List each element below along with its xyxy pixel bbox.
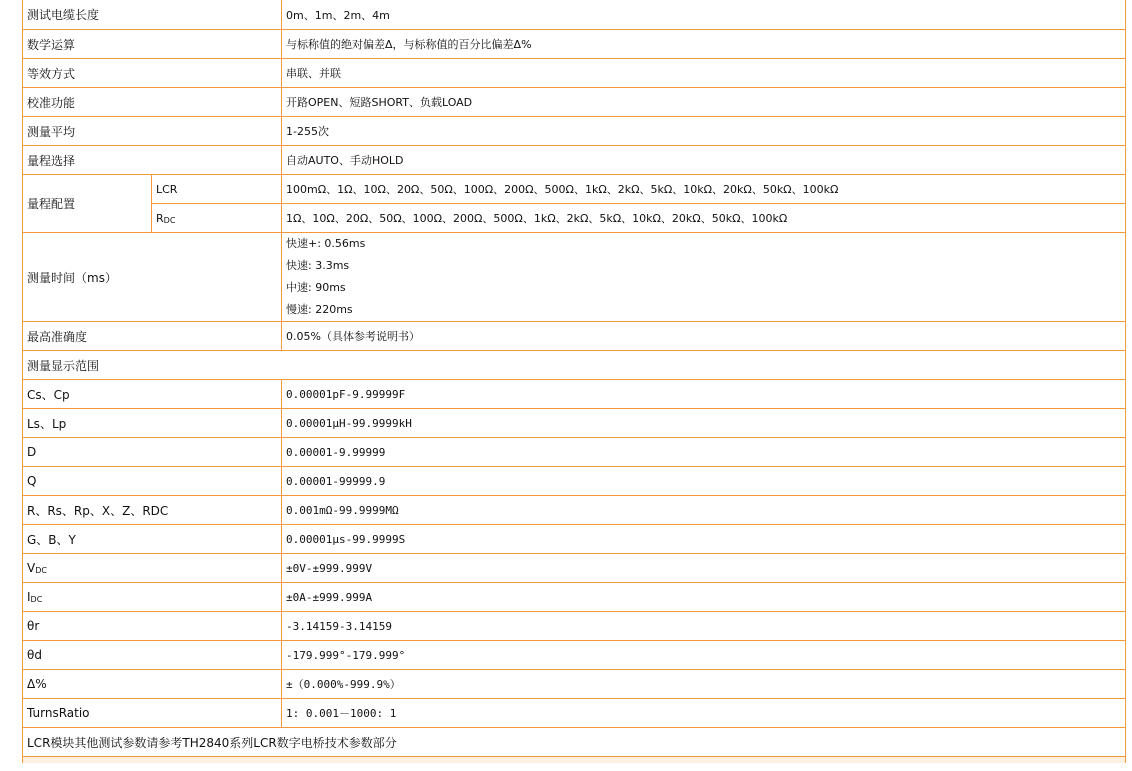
row-label: TurnsRatio bbox=[23, 699, 282, 728]
table-row-vdc bbox=[23, 554, 1126, 583]
row-label: 测量平均 bbox=[23, 117, 282, 146]
meas-time-line: 快速: 3.3ms bbox=[286, 259, 350, 272]
row-value: 开路OPEN、短路SHORT、负载LOAD bbox=[282, 88, 1126, 117]
row-label: θr bbox=[23, 612, 282, 641]
row-label: 等效方式 bbox=[23, 59, 282, 88]
table-row-theta-d bbox=[23, 641, 1126, 670]
table-row-footer-note bbox=[23, 728, 1126, 757]
row-label: Q bbox=[23, 467, 282, 496]
row-label: 最高准确度 bbox=[23, 322, 282, 351]
row-label bbox=[23, 583, 282, 612]
row-value: 串联、并联 bbox=[282, 59, 1126, 88]
row-value: 0.00001μH-99.9999kH bbox=[282, 409, 1126, 438]
row-value: 1Ω、10Ω、20Ω、50Ω、100Ω、200Ω、500Ω、1kΩ、2kΩ、5kΩ、10kΩ、20kΩ、50kΩ、100kΩ bbox=[282, 204, 1126, 233]
tail-band bbox=[23, 757, 1126, 764]
table-row-range-config-lcr bbox=[23, 175, 1126, 204]
table-row-turns-ratio bbox=[23, 699, 1126, 728]
table-row-d bbox=[23, 438, 1126, 467]
row-value: -3.14159-3.14159 bbox=[282, 612, 1126, 641]
table-row-math bbox=[23, 30, 1126, 59]
row-label: 量程选择 bbox=[23, 146, 282, 175]
section-heading: 测量显示范围 bbox=[23, 351, 1126, 380]
table-row-accuracy bbox=[23, 322, 1126, 351]
label-subscript: DC bbox=[30, 595, 43, 604]
table-row-cable-length bbox=[23, 0, 1126, 30]
row-value: -179.999°-179.999° bbox=[282, 641, 1126, 670]
row-value-multiline bbox=[282, 233, 1126, 322]
row-value: 1-255次 bbox=[282, 117, 1126, 146]
label-subscript: DC bbox=[35, 566, 47, 575]
table-row-ls-lp bbox=[23, 409, 1126, 438]
sub-label-subscript: DC bbox=[163, 215, 176, 225]
table-row-delta-pct bbox=[23, 670, 1126, 699]
row-value: 1: 0.001－1000: 1 bbox=[282, 699, 1126, 728]
row-label: G、B、Y bbox=[23, 525, 282, 554]
row-value: 0m、1m、2m、4m bbox=[282, 0, 1126, 30]
spec-table bbox=[22, 0, 1126, 763]
table-row-calibration bbox=[23, 88, 1126, 117]
label-main: I bbox=[27, 590, 31, 604]
row-label: 测试电缆长度 bbox=[23, 0, 282, 30]
row-label: Δ% bbox=[23, 670, 282, 699]
table-row-display-range-header bbox=[23, 351, 1126, 380]
row-label: Ls、Lp bbox=[23, 409, 282, 438]
spec-table-container bbox=[22, 0, 1125, 763]
meas-time-line: 中速: 90ms bbox=[286, 281, 346, 294]
table-row-range-config-rdc bbox=[23, 204, 1126, 233]
row-label: 校准功能 bbox=[23, 88, 282, 117]
row-value: 与标称值的绝对偏差Δ，与标称值的百分比偏差Δ% bbox=[282, 30, 1126, 59]
sub-label-main: R bbox=[156, 211, 164, 225]
row-value: 0.00001μs-99.9999S bbox=[282, 525, 1126, 554]
row-value: 0.00001pF-9.99999F bbox=[282, 380, 1126, 409]
table-row-gby bbox=[23, 525, 1126, 554]
row-value: 0.00001-9.99999 bbox=[282, 438, 1126, 467]
row-value: 自动AUTO、手动HOLD bbox=[282, 146, 1126, 175]
row-value: 0.00001-99999.9 bbox=[282, 467, 1126, 496]
table-row-meas-time bbox=[23, 233, 1126, 322]
label-main: V bbox=[27, 561, 36, 575]
meas-time-line: 快速+: 0.56ms bbox=[286, 237, 366, 250]
table-row-averaging bbox=[23, 117, 1126, 146]
table-row-equivalent bbox=[23, 59, 1126, 88]
meas-time-line: 慢速: 220ms bbox=[286, 303, 353, 316]
row-label: θd bbox=[23, 641, 282, 670]
row-value: 0.001mΩ-99.9999MΩ bbox=[282, 496, 1126, 525]
row-value: 100mΩ、1Ω、10Ω、20Ω、50Ω、100Ω、200Ω、500Ω、1kΩ、2kΩ、5kΩ、10kΩ、20kΩ、50kΩ、100kΩ bbox=[282, 175, 1126, 204]
row-label: Cs、Cp bbox=[23, 380, 282, 409]
table-row-cs-cp bbox=[23, 380, 1126, 409]
row-label: 量程配置 bbox=[23, 175, 152, 233]
footer-note: LCR模块其他测试参数请参考TH2840系列LCR数字电桥技术参数部分 bbox=[23, 728, 1126, 757]
table-row-range-select bbox=[23, 146, 1126, 175]
row-label bbox=[23, 554, 282, 583]
row-label: R、Rs、Rp、X、Z、RDC bbox=[23, 496, 282, 525]
sub-label-rdc bbox=[152, 204, 282, 233]
row-label: D bbox=[23, 438, 282, 467]
table-row-resistance bbox=[23, 496, 1126, 525]
row-value: 0.05%（具体参考说明书） bbox=[282, 322, 1126, 351]
table-row-theta-r bbox=[23, 612, 1126, 641]
sub-label-lcr: LCR bbox=[152, 175, 282, 204]
row-label: 测量时间（ms） bbox=[23, 233, 282, 322]
table-row-tail bbox=[23, 757, 1126, 764]
row-value: ±（0.000%-999.9%） bbox=[282, 670, 1126, 699]
row-label: 数学运算 bbox=[23, 30, 282, 59]
table-row-idc bbox=[23, 583, 1126, 612]
row-value: ±0V-±999.999V bbox=[282, 554, 1126, 583]
row-value: ±0A-±999.999A bbox=[282, 583, 1126, 612]
table-row-q bbox=[23, 467, 1126, 496]
